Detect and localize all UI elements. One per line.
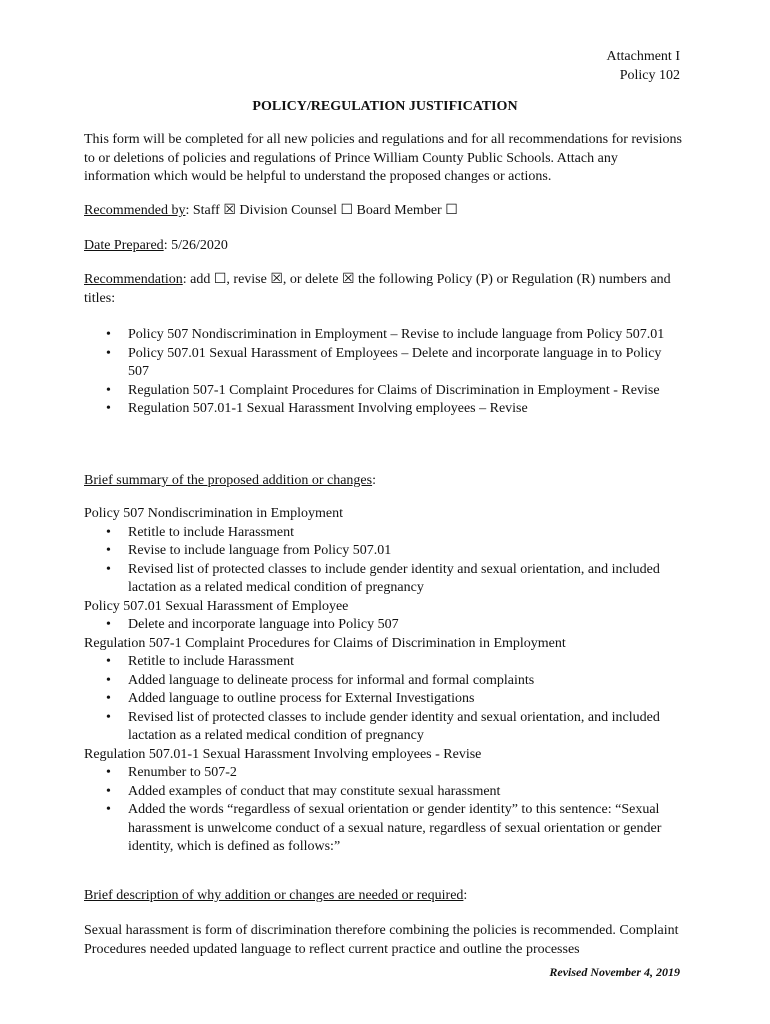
recommendation-label: Recommendation — [84, 272, 183, 287]
list-item: • Added language to delineate process for informal and formal complaints — [84, 672, 684, 691]
description-paragraph: Sexual harassment is form of discrimination therefore combining the policies is recommended. Complaint Procedures needed updated language to reflect current practice and outline the processes — [84, 923, 679, 957]
section-heading: Regulation 507.01-1 Sexual Harassment Involving employees - Revise — [84, 746, 482, 762]
section-list — [84, 764, 684, 857]
list-item: • Regulation 507.01-1 Sexual Harassment Involving employees – Revise — [84, 400, 684, 419]
section-list — [84, 653, 684, 746]
date-prepared-line — [84, 237, 684, 256]
description-label: Brief description of why addition or changes are needed or required — [84, 888, 464, 903]
revision-footer: Revised November 4, 2019 — [549, 965, 680, 979]
description-heading — [84, 887, 684, 906]
list-item: • Policy 507 Nondiscrimination in Employment – Revise to include language from Policy 507.01 — [84, 326, 684, 345]
attachment-label: Attachment I — [606, 49, 680, 64]
list-item: • Revise to include language from Policy 507.01 — [84, 542, 684, 561]
intro-paragraph: This form will be completed for all new policies and regulations and for all recommendations for revisions to or deletions of policies and regulations of Prince William County Public Schools. Attach any information which would be helpful to understand the proposed changes or actions. — [84, 132, 682, 184]
recommended-by-line — [84, 202, 684, 221]
date-prepared-value: : 5/26/2020 — [163, 238, 228, 253]
summary-label: Brief summary of the proposed addition or changes — [84, 473, 373, 488]
policy-label: Policy 102 — [619, 67, 680, 83]
list-item: • Added the words “regardless of sexual orientation or gender identity” to this sentence: “Sexual harassment is unwelcome conduct of a sexual nature, regardless of sexual orientation or gender identity, which is defined as follows:” — [84, 801, 684, 857]
list-item: • Regulation 507-1 Complaint Procedures for Claims of Discrimination in Employment - Revise — [84, 382, 684, 401]
section-list — [84, 616, 684, 635]
description-colon: : — [463, 888, 468, 903]
list-item: • Renumber to 507-2 — [84, 764, 684, 783]
section-heading: Policy 507 Nondiscrimination in Employment — [84, 506, 343, 521]
section-heading: Policy 507.01 Sexual Harassment of Employee — [84, 598, 349, 614]
summary-heading — [84, 472, 684, 491]
date-prepared-label: Date Prepared — [84, 238, 164, 253]
list-item: • Retitle to include Harassment — [84, 524, 684, 543]
recommendation-text: : add ☐, revise ☒, or delete ☒ the following Policy (P) or Regulation (R) numbers and titles: — [84, 272, 671, 306]
section-list — [84, 524, 684, 598]
attachment-header — [607, 48, 680, 85]
list-item: • Added language to outline process for External Investigations — [84, 690, 684, 709]
list-item: • Retitle to include Harassment — [84, 653, 684, 672]
page-title: POLICY/REGULATION JUSTIFICATION — [252, 99, 518, 114]
section-heading: Regulation 507-1 Complaint Procedures for Claims of Discrimination in Employment — [84, 635, 566, 651]
list-item: • Added examples of conduct that may constitute sexual harassment — [84, 783, 684, 802]
recommendation-list — [84, 326, 684, 419]
list-item: • Delete and incorporate language into Policy 507 — [84, 616, 684, 635]
list-item: • Revised list of protected classes to include gender identity and sexual orientation, and included lactation as a related medical condition of pregnancy — [84, 709, 684, 746]
summary-body — [84, 505, 684, 857]
list-item: • Revised list of protected classes to include gender identity and sexual orientation, and included lactation as a related medical condition of pregnancy — [84, 561, 684, 598]
summary-colon: : — [372, 473, 376, 488]
recommended-by-label: Recommended by — [84, 203, 186, 218]
recommendation-paragraph — [84, 271, 684, 308]
recommended-by-options: : Staff ☒ Division Counsel ☐ Board Member ☐ — [185, 203, 458, 218]
list-item: • Policy 507.01 Sexual Harassment of Employees – Delete and incorporate language in to Policy 507 — [84, 345, 684, 382]
